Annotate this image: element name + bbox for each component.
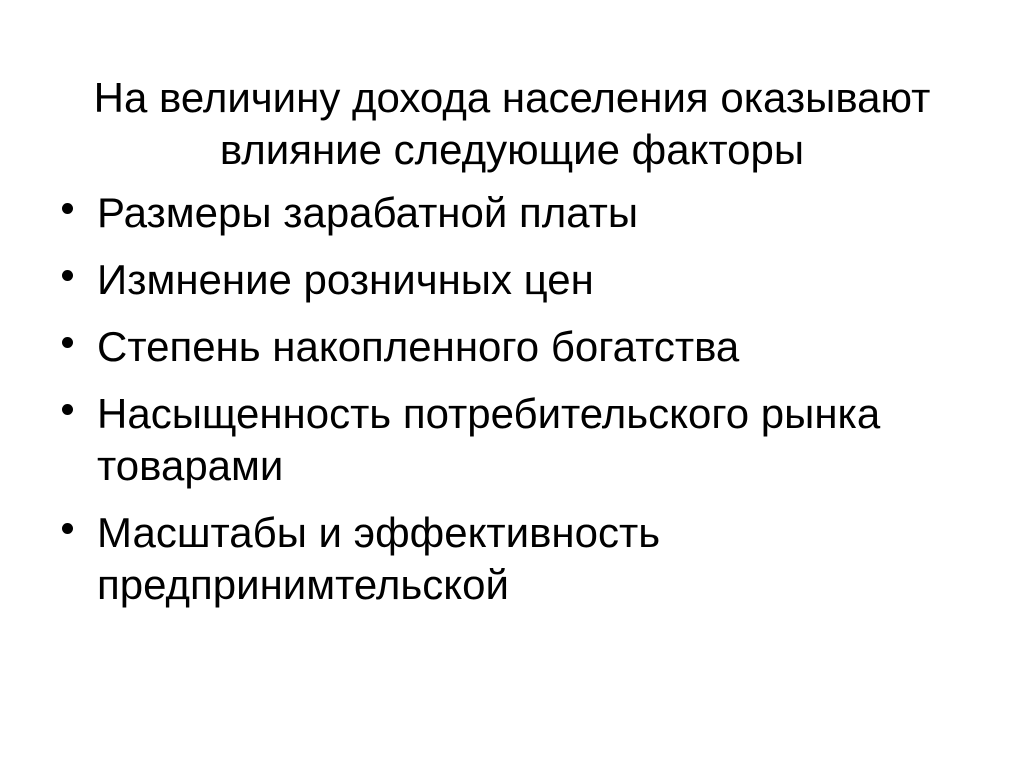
bullet-item-2 (62, 254, 927, 306)
bullet-item-5 (62, 507, 927, 611)
bullet-text: Насыщенность потребительского рынка товарами (97, 390, 881, 489)
bullet-text: Размеры зарабатной платы (97, 189, 639, 236)
bullet-list (62, 187, 927, 611)
slide-title-line-2: влияние следующие факторы (219, 126, 805, 174)
bullet-dot-icon (62, 203, 73, 214)
slide-title (32, 72, 992, 176)
bullet-item-1 (62, 187, 927, 239)
slide-title-line-1: На величину дохода населения оказывают (93, 74, 931, 122)
bullet-text: Измнение розничных цен (97, 256, 594, 303)
bullet-text: Степень накопленного богатства (97, 323, 740, 370)
bullet-dot-icon (62, 523, 73, 534)
bullet-dot-icon (62, 404, 73, 415)
bullet-text: Масштабы и эффективность предпринимтельской (97, 509, 661, 608)
bullet-dot-icon (62, 337, 73, 348)
bullet-item-3 (62, 321, 927, 373)
bullet-dot-icon (62, 270, 73, 281)
bullet-item-4 (62, 388, 927, 492)
